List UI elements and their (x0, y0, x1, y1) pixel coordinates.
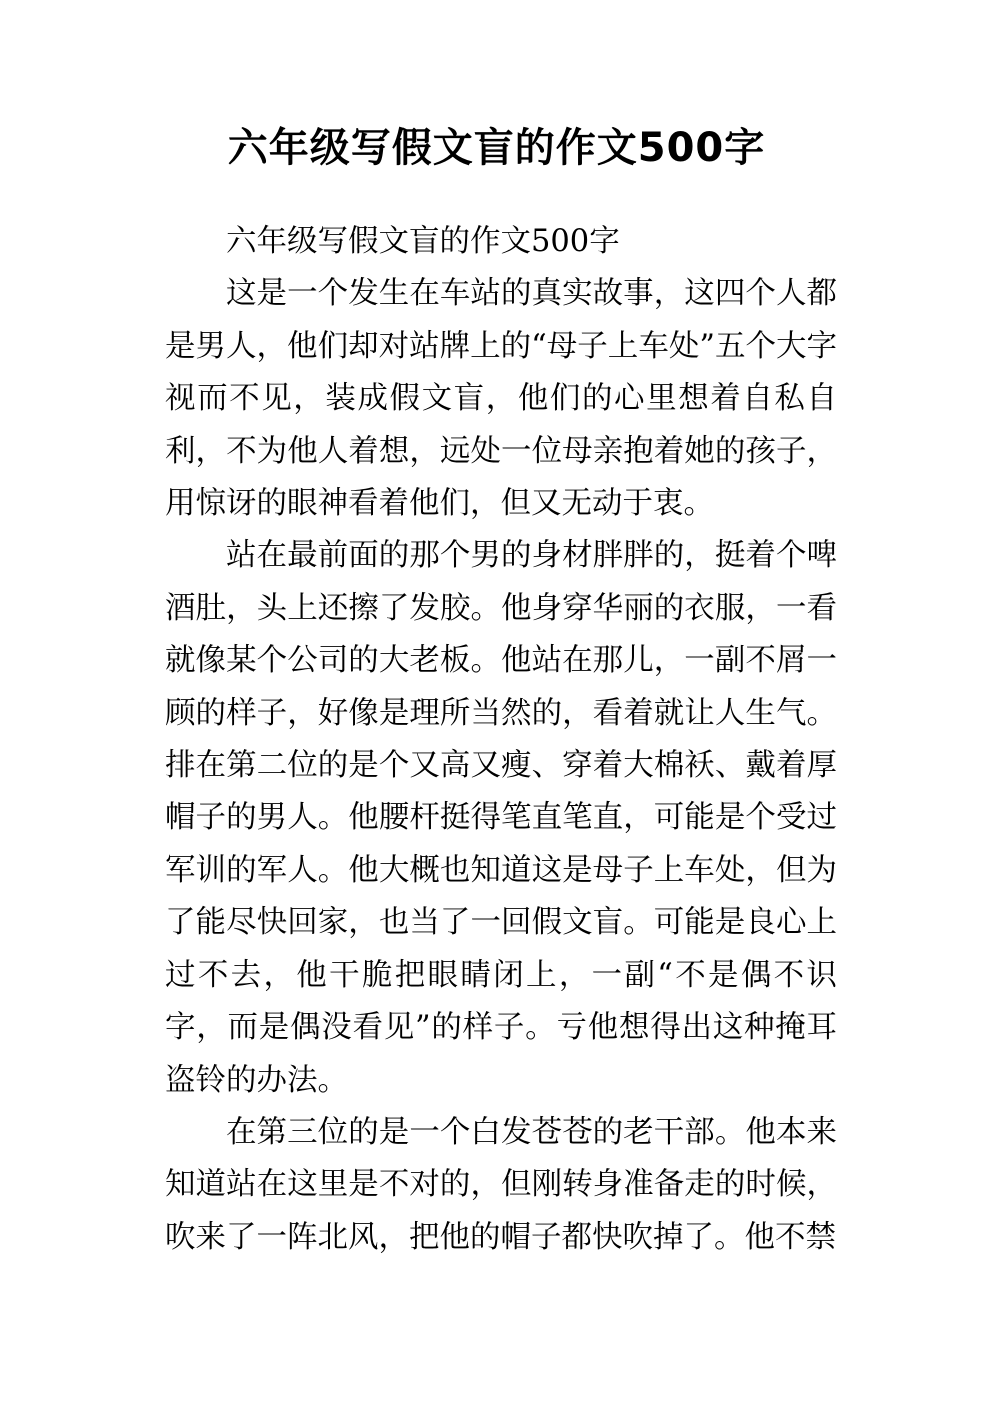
document-body (165, 216, 837, 1264)
document-title: 六年级写假文盲的作文500字 (227, 125, 766, 171)
body-paragraph: 在第三位的是一个白发苍苍的老干部。他本来知道站在这里是不对的，但刚转身准备走的时候，吹来了一阵北风，把他的帽子都快吹掉了。他不禁 (165, 1114, 837, 1255)
body-paragraph: 这是一个发生在车站的真实故事，这四个人都是男人，他们却对站牌上的“母子上车处”五个大字视而不见，装成假文盲，他们的心里想着自私自利，不为他人着想，远处一位母亲抱着她的孩子，用惊讶的眼神看着他们，但又无动于衷。 (165, 276, 837, 522)
body-paragraph: 站在最前面的那个男的身材胖胖的，挺着个啤酒肚，头上还擦了发胶。他身穿华丽的衣服，一看就像某个公司的大老板。他站在那儿，一副不屑一顾的样子，好像是理所当然的，看着就让人生气。排在第二位的是个又高又瘦、穿着大棉袄、戴着厚帽子的男人。他腰杆挺得笔直笔直，可能是个受过军训的军人。他大概也知道这是母子上车处，但为了能尽快回家，也当了一回假文盲。可能是良心上过不去，他干脆把眼睛闭上，一副“不是偶不识字，而是偶没看见”的样子。亏他想得出这种掩耳盗铃的办法。 (165, 538, 837, 1098)
body-paragraph: 六年级写假文盲的作文500字 (226, 224, 620, 259)
